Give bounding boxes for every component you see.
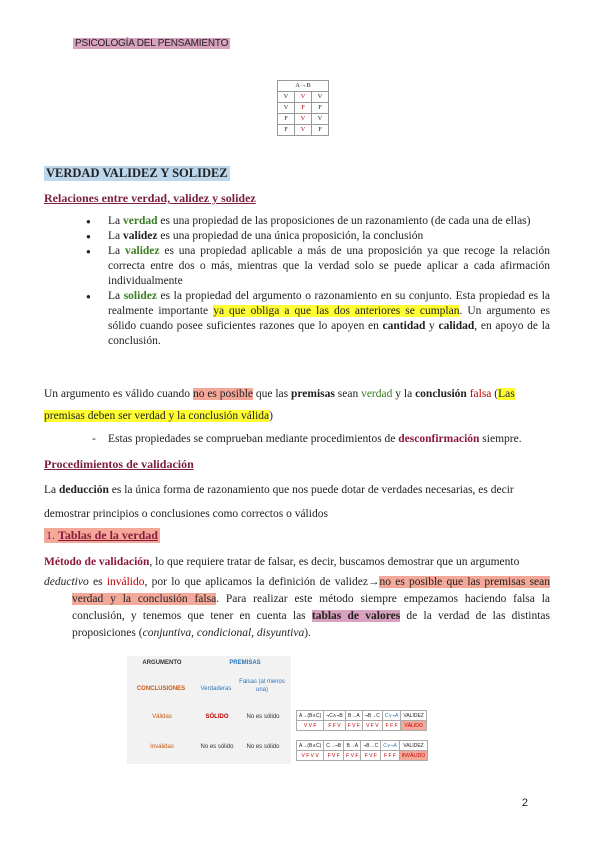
mt-cell: F V F [324,751,344,761]
truth-table-header: A→B [278,81,329,92]
document-header: PSICOLOGÍA DEL PENSAMIENTO [75,38,229,49]
mt-cell: F V F [345,721,362,731]
mt-cell: B→A [345,711,362,721]
mt-cell: A→(B∧C) [297,741,324,751]
tt-cell: V [278,92,295,103]
section-title: VERDAD VALIDEZ Y SOLIDEZ [46,166,228,180]
fig-argumento: ARGUMENTO [142,660,182,666]
tables-heading: 1. Tablas de la verdad [46,528,158,542]
mt-cell: ¬B→C [361,741,381,751]
fig-premisas: PREMISAS [229,660,261,666]
fig-no-solido: No es sólido [246,744,280,750]
bullet-item: ● La validez es una propiedad aplicable a más de una proposición ya que recoge la relación correcta entre dos o más, mientras que la verdad solo se puede aplicar a cada afirmación individualmente [108,244,550,289]
mt-cell: F V F [361,751,381,761]
tt-cell: F [278,125,295,136]
deduction-paragraph: La deducción es la única forma de razonamiento que nos puede dotar de verdades necesarias, es decir demostrar principios o conclusiones como correctos o válidos [44,484,514,520]
validity-table-2 [296,740,428,761]
tt-cell: F [312,103,329,114]
mt-cell: V F V [362,721,382,731]
truth-table [277,80,329,136]
tt-cell: V [312,114,329,125]
dash-item: - Estas propiedades se comprueban mediante procedimientos de desconfirmación siempre. [92,433,522,445]
fig-no-solido: No es sólido [200,744,234,750]
page-number: 2 [521,797,528,809]
bullet-item: ● La verdad es una propiedad de las proposiciones de un razonamiento (de cada una de ellas) [108,214,550,229]
bullet-list [108,214,550,349]
fig-solido: SÓLIDO [205,714,229,720]
mt-cell: A→(B∧C) [297,711,324,721]
mt-cell: C∨¬A [382,711,401,721]
fig-conclusiones: CONCLUSIONES [136,686,186,692]
mt-cell: F V F [344,751,361,761]
method-paragraph: deductivo es inválido, por lo que aplicamos la definición de validez→no es posible que las premisas sean verdad y la conclusión falsa. Para realizar este método siempre empezamos haciendo falsa la conclusión, y tenemos que tener en cuenta las tablas de valores de la verdad de las distintas proposiciones (conjuntiva, condicional, disyuntiva). [44,576,551,639]
bullet-item: ● La solidez es la propiedad del argumento o razonamiento en su conjunto. Esta propiedad es la realmente importante ya que obliga a que las dos anteriores se cumplan. Un argumento es sólido cuando posee suficientes razones que lo apoyen en cantidad y calidad, en apoyo de la conclusión. [108,289,550,349]
tt-cell: V [295,92,312,103]
tt-cell: F [312,125,329,136]
tt-cell: V [295,125,312,136]
subsection-title: Relaciones entre verdad, validez y solidez [44,191,256,205]
argument-matrix-figure [127,656,291,764]
fig-validas: Válidas [152,714,172,720]
validity-paragraph: Un argumento es válido cuando no es posible que las premisas sean verdad y la conclusión falsa (Las premisas deben ser verdad y la conclusión válida) [44,388,515,422]
mt-cell: ¬B→C [362,711,382,721]
mt-cell: B→A [344,741,361,751]
fig-invalidas: Inválidas [150,744,174,750]
tt-cell: F [295,103,312,114]
mt-cell: INVÁLIDO [399,751,427,761]
fig-no-solido: No es sólido [246,714,280,720]
mt-cell: C→¬B [324,741,344,751]
mt-cell: VÁLIDO [401,721,426,731]
fig-verdaderas: Verdaderas [200,686,232,692]
method-first-line: Método de validación, lo que requiere tratar de falsar, es decir, buscamos demostrar que un argumento [44,556,520,568]
mt-cell: F F V [324,721,345,731]
tt-cell: V [278,103,295,114]
mt-cell: F F F [381,751,400,761]
mt-cell: VALIDEZ [399,741,427,751]
tt-cell: V [312,92,329,103]
mt-cell: C∨¬A [381,741,400,751]
validity-table-1 [296,710,427,731]
mt-cell: F F F [382,721,401,731]
bullet-item: ● La validez es una propiedad de una única proposición, la conclusión [108,229,550,244]
mt-cell: VALIDEZ [401,711,426,721]
tt-cell: V [295,114,312,125]
mt-cell: V V F [297,721,324,731]
mt-cell: ¬C∧¬B [324,711,345,721]
tt-cell: F [278,114,295,125]
fig-falsas: Falsas (al menos una) [239,679,285,693]
subsection-title-2: Procedimientos de validación [44,457,194,471]
mt-cell: V F V V [297,751,324,761]
